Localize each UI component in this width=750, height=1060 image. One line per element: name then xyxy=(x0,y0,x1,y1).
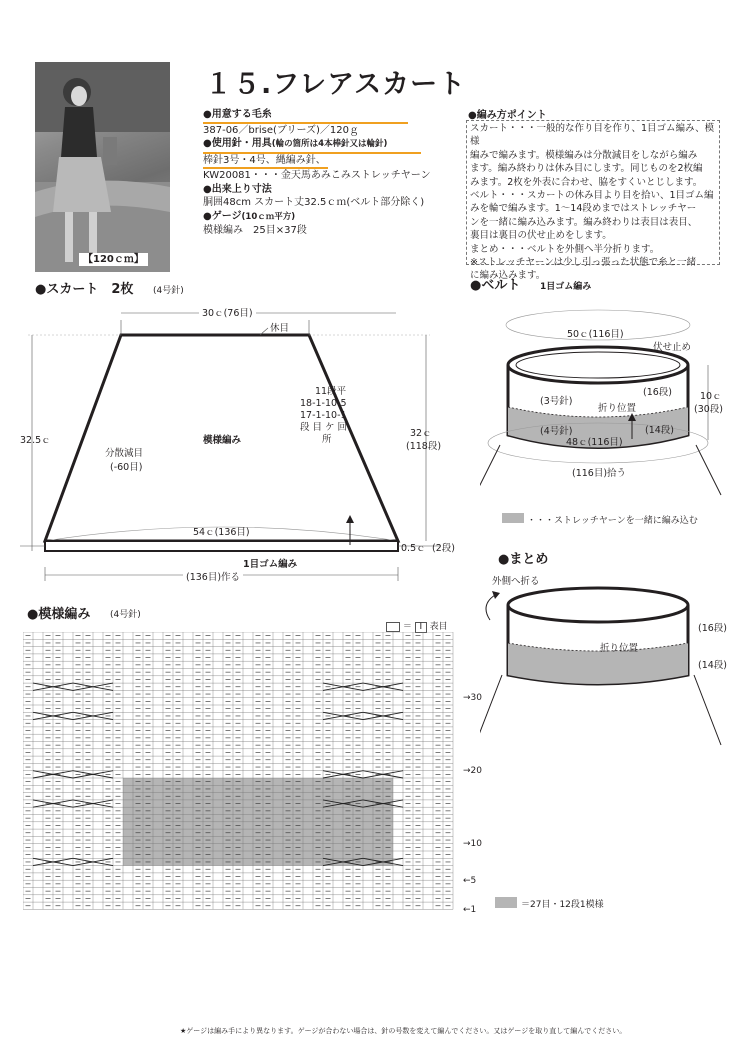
skirt-needle: (4号針) xyxy=(153,286,184,296)
finish-heading: ●まとめ xyxy=(498,552,549,567)
finish-diagram xyxy=(480,575,730,750)
belt-heading: ●ベルト xyxy=(470,278,521,293)
size-heading: ●出来上り寸法 xyxy=(203,183,272,195)
belt-bottom-circ: 48ｃ(116目) xyxy=(566,437,623,448)
finish-rows16: (16段) xyxy=(698,623,728,634)
belt-sub: 1目ゴム編み xyxy=(540,282,592,292)
rib-height: 0.5ｃ xyxy=(401,543,426,554)
points-line: ます。編み終わりは休み目にします。同じものを2枚編 xyxy=(470,163,703,175)
photo-illustration xyxy=(35,62,170,272)
row-marker-5: ←5 xyxy=(463,876,477,886)
points-line: ンを一緒に編み込みます。編み終わりは表目は表目、 xyxy=(470,216,698,228)
page-title: １５.フレアスカート xyxy=(205,69,467,100)
rib-label: 1目ゴム編み xyxy=(243,559,298,570)
pattern-chart xyxy=(23,632,463,922)
pattern-label: 模様編み xyxy=(203,435,242,446)
finish-rows14: (14段) xyxy=(698,660,728,671)
points-line: ※ストレッチヤーンは少し引っ張った状態で糸と一緒 xyxy=(470,257,697,269)
finish-fold-out: 外側へ折る xyxy=(492,576,540,587)
belt-bind-off: 伏せ止め xyxy=(653,342,692,353)
knit-symbol: I xyxy=(415,622,427,633)
points-line: に編み込みます。 xyxy=(470,270,546,282)
points-line: ベルト・・・スカートの休み目より目を拾い、1目ゴム編 xyxy=(470,190,714,202)
belt-rows16: (16段) xyxy=(643,387,673,398)
chart-heading: ●模様編み xyxy=(27,607,91,622)
note-line: 段 目 ケ 回 xyxy=(300,422,348,433)
tools-heading: ●使用針・用具 xyxy=(203,138,272,149)
model-photo xyxy=(35,62,170,272)
belt-legend: ・・・ストレッチヤーンを一緒に編み込む xyxy=(527,516,698,526)
belt-fold: 折り位置 xyxy=(598,403,637,414)
points-line: スカート・・・一般的な作り目を作り、1目ゴム編み、模様 xyxy=(470,123,715,148)
tools-note: (輪の箇所は4本棒針又は輪針) xyxy=(271,139,388,149)
belt-needle3: (3号針) xyxy=(540,396,573,407)
legend-label: 表目 xyxy=(429,622,448,632)
empty-cell-swatch xyxy=(386,622,400,632)
chart-needle: (4号針) xyxy=(110,610,141,620)
chart-grid xyxy=(23,632,453,909)
belt-circ: 50ｃ(116目) xyxy=(567,329,624,340)
cast-on-label: (136目)作る xyxy=(183,569,243,583)
points-line: みを輪で編みます。1〜14段めまではストレッチヤー xyxy=(470,203,697,215)
points-line: みます。2枚を外表に合わせ、脇をすくいとじします。 xyxy=(470,176,703,188)
decrease-notes xyxy=(300,386,347,446)
points-heading: ●編み方ポイント xyxy=(468,110,547,121)
repeat-swatch xyxy=(495,897,517,908)
skirt-bottom-width: 54ｃ(136目) xyxy=(193,527,250,538)
legend-eq: ＝ xyxy=(402,622,412,632)
tools-line1: 棒針3号・4号、縄編み針、 xyxy=(203,154,328,170)
skirt-height-left: 32.5ｃ xyxy=(20,435,51,446)
yarn-heading: ●用意する毛糸 xyxy=(203,108,408,124)
note-line: 所 xyxy=(300,434,332,445)
row-marker-30: →30 xyxy=(463,693,482,703)
tools-line2: KW20081・・・金天馬あみこみストレッチヤーン xyxy=(203,170,431,181)
yarn-text: 387-06／brise(ブリーズ)／120ｇ xyxy=(203,124,360,136)
finish-fold: 折り位置 xyxy=(600,643,639,654)
gauge-note: (10ｃｍ平方) xyxy=(241,211,296,222)
rib-rows: (2段) xyxy=(432,543,455,554)
chart-legend xyxy=(386,619,448,633)
size-text: 胴囲48cm スカート丈32.5ｃｍ(ベルト部分除く) xyxy=(203,197,425,208)
note-line: 11段平 xyxy=(315,386,347,397)
gauge-text: 模様編み 25目×37段 xyxy=(203,225,307,236)
belt-rows14: (14段) xyxy=(645,425,675,436)
belt-height-rows: (30段) xyxy=(694,404,724,415)
points-line: まとめ・・・ベルトを外側へ半分折ります。 xyxy=(470,243,660,255)
skirt-height-rows: (118段) xyxy=(406,441,442,452)
row-marker-20: →20 xyxy=(463,766,482,776)
decrease-count: (-60目) xyxy=(110,462,143,473)
skirt-top-width: 30ｃ(76目) xyxy=(199,305,256,319)
note-line: 18-1-10-5 xyxy=(300,398,347,409)
photo-caption: 【120ｃｍ】 xyxy=(79,253,148,266)
gauge-heading: ●ゲージ xyxy=(203,210,242,222)
row-marker-10: →10 xyxy=(463,839,482,849)
rib-band xyxy=(45,541,398,551)
points-line: 裏目は裏目の伏せ止めをします。 xyxy=(470,230,612,242)
repeat-label: ＝27目・12段1模様 xyxy=(521,900,604,910)
materials-block xyxy=(203,108,473,238)
skirt-height-right: 32ｃ xyxy=(410,428,432,439)
points-line: 編みで編みます。模様編みは分散減目をしながら編み xyxy=(470,149,698,161)
tools-heading-row xyxy=(203,137,421,154)
belt-needle4: (4号針) xyxy=(540,426,573,437)
belt-height: 10ｃ xyxy=(700,391,722,402)
row-marker-1: ←1 xyxy=(463,905,477,915)
skirt-heading: ●スカート 2枚 xyxy=(35,282,134,297)
skirt-rest-label: 休目 xyxy=(270,323,290,334)
note-line: 17-1-10-1 xyxy=(300,410,347,421)
belt-pick-up: (116目)拾う xyxy=(570,465,628,479)
points-box xyxy=(466,120,720,282)
decrease-label: 分散減目 xyxy=(105,448,144,459)
footer-note: ★ゲージは編み手により異なります。ゲージが合わない場合は、針の号数を変えて編んでください。又はゲージを取り直して編んでください。 xyxy=(180,1027,627,1035)
